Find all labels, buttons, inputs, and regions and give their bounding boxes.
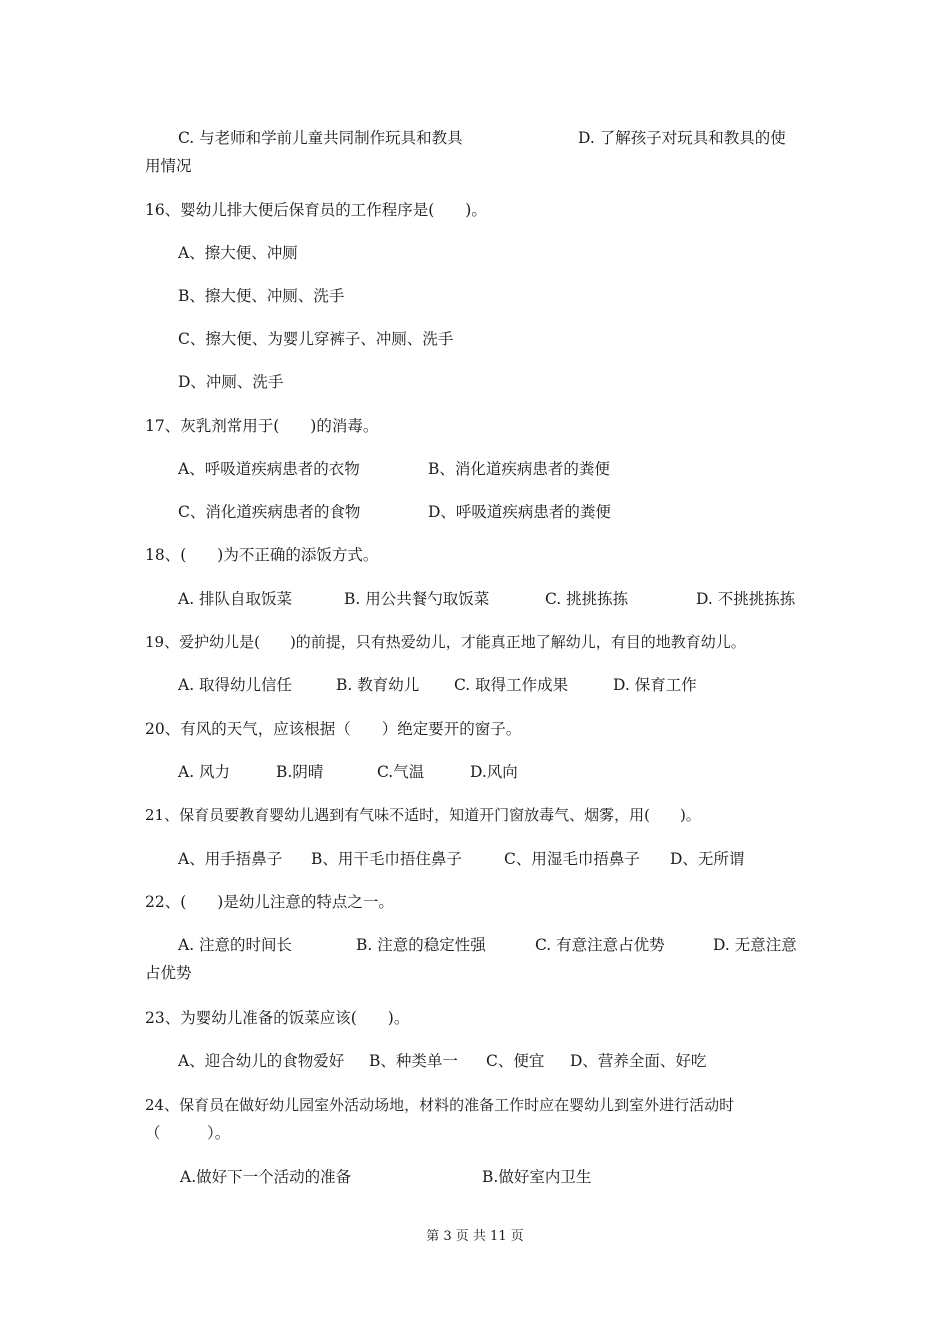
- option-22-a: A. 注意的时间长: [178, 936, 293, 954]
- option-22-d-continued: 占优势: [145, 964, 192, 982]
- question-24-continued: （ ）。: [145, 1124, 231, 1142]
- option-18-d: D. 不挑挑拣拣: [696, 590, 796, 608]
- option-18-c: C. 挑挑拣拣: [545, 590, 629, 608]
- option-23-d: D、营养全面、好吃: [570, 1052, 707, 1070]
- option-22-d: D. 无意注意: [713, 936, 797, 954]
- option-22-b: B. 注意的稳定性强: [356, 936, 486, 954]
- option-20-a: A. 风力: [178, 763, 231, 781]
- option-16-a: A、擦大便、冲厕: [178, 244, 298, 262]
- option-15-d: D. 了解孩子对玩具和教具的使: [578, 129, 786, 147]
- option-17-b: B、消化道疾病患者的粪便: [428, 460, 610, 478]
- question-16: 16、婴幼儿排大便后保育员的工作程序是( )。: [145, 201, 487, 219]
- option-17-d: D、呼吸道疾病患者的粪便: [428, 503, 611, 521]
- option-21-c: C、用湿毛巾捂鼻子: [504, 850, 640, 868]
- option-17-c: C、消化道疾病患者的食物: [178, 503, 361, 521]
- question-20: 20、有风的天气，应该根据（ ）绝定要开的窗子。: [145, 720, 522, 738]
- question-19: 19、爱护幼儿是( )的前提，只有热爱幼儿，才能真正地了解幼儿，有目的地教育幼儿。: [145, 633, 746, 651]
- option-24-b: B.做好室内卫生: [482, 1168, 592, 1186]
- option-23-b: B、种类单一: [369, 1052, 458, 1070]
- option-20-b: B.阴晴: [276, 763, 324, 781]
- question-23: 23、为婴幼儿准备的饭菜应该( )。: [145, 1009, 410, 1027]
- option-16-b: B、擦大便、冲厕、洗手: [178, 287, 345, 305]
- option-21-b: B、用干毛巾捂住鼻子: [311, 850, 462, 868]
- option-23-c: C、便宜: [486, 1052, 545, 1070]
- option-19-a: A. 取得幼儿信任: [178, 676, 293, 694]
- option-21-a: A、用手捂鼻子: [178, 850, 283, 868]
- question-24: 24、保育员在做好幼儿园室外活动场地，材料的准备工作时应在婴幼儿到室外进行活动时: [145, 1096, 735, 1114]
- option-21-d: D、无所谓: [670, 850, 745, 868]
- option-22-c: C. 有意注意占优势: [535, 936, 665, 954]
- option-15-d-continued: 用情况: [145, 157, 192, 175]
- option-23-a: A、迎合幼儿的食物爱好: [178, 1052, 345, 1070]
- option-20-c: C.气温: [377, 763, 425, 781]
- option-17-a: A、呼吸道疾病患者的衣物: [178, 460, 360, 478]
- question-22: 22、( )是幼儿注意的特点之一。: [145, 893, 394, 911]
- question-17: 17、灰乳剂常用于( )的消毒。: [145, 417, 379, 435]
- option-16-c: C、擦大便、为婴儿穿裤子、冲厕、洗手: [178, 330, 454, 348]
- option-19-d: D. 保育工作: [613, 676, 697, 694]
- option-24-a: A.做好下一个活动的准备: [180, 1168, 352, 1186]
- option-19-b: B. 教育幼儿: [336, 676, 420, 694]
- option-16-d: D、冲厕、洗手: [178, 373, 284, 391]
- option-18-a: A. 排队自取饭菜: [178, 590, 293, 608]
- option-15-c: C. 与老师和学前儿童共同制作玩具和教具: [178, 129, 463, 147]
- option-19-c: C. 取得工作成果: [454, 676, 569, 694]
- option-18-b: B. 用公共餐勺取饭菜: [344, 590, 490, 608]
- question-18: 18、( )为不正确的添饭方式。: [145, 546, 379, 564]
- option-20-d: D.风向: [470, 763, 518, 781]
- question-21: 21、保育员要教育婴幼儿遇到有气味不适时，知道开门窗放毒气、烟雾，用( )。: [145, 806, 701, 824]
- page-footer: 第 3 页 共 11 页: [426, 1229, 524, 1244]
